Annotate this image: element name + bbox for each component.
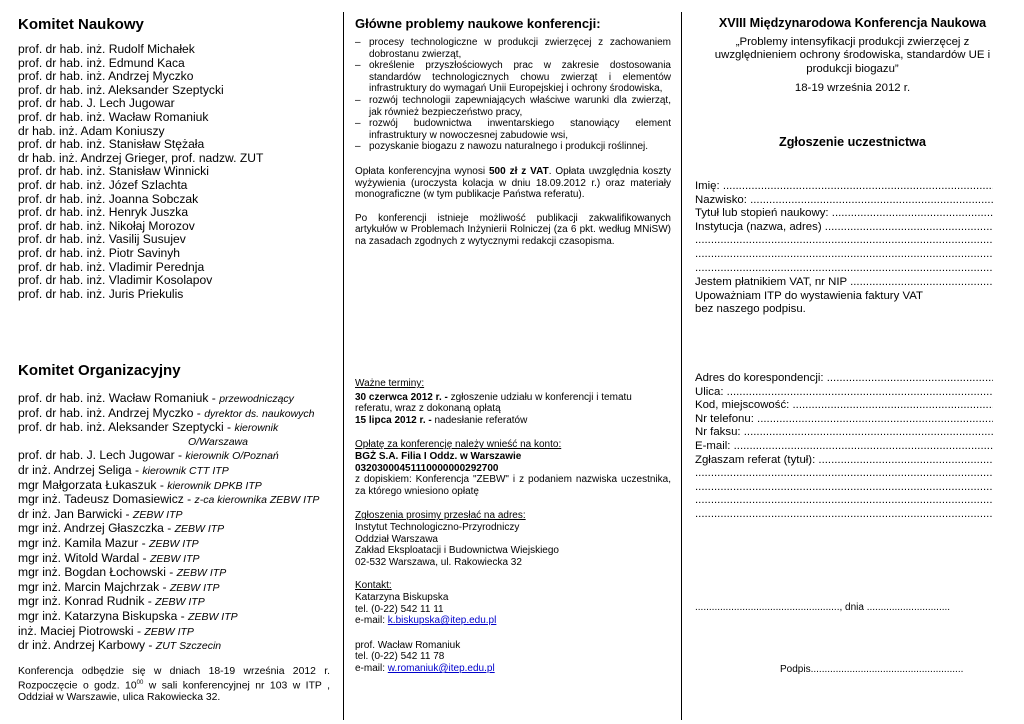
form-field[interactable] bbox=[695, 481, 993, 495]
venue-note-part2: w sali konferencyjnej nr 103 w ITP , Oddział w Warszawie, ulica Rakowiecka 32. bbox=[18, 680, 331, 703]
committee-org-name: dr inż. Andrzej Karbowy - bbox=[18, 638, 156, 653]
committee-org-title: Komitet Organizacyjny bbox=[18, 362, 181, 379]
committee-org-role: ZEBW ITP bbox=[144, 625, 194, 638]
authorize-line-1: Upoważniam ITP do wystawienia faktury VAT bbox=[695, 289, 923, 302]
authorize-line-2: bez naszego podpisu. bbox=[695, 303, 806, 316]
payment-bank: BGŻ S.A. Filia I Oddz. w Warszawie bbox=[355, 450, 522, 462]
committee-sci-member: prof. dr hab. inż. Vladimir Kosolapov bbox=[18, 273, 213, 288]
committee-org-role: ZEBW ITP bbox=[176, 567, 227, 580]
form-field[interactable]: Tytuł lub stopień naukowy: ..... bbox=[695, 207, 993, 221]
committee-org-member bbox=[18, 566, 338, 581]
committee-org-role: kierownik CTT ITP bbox=[142, 464, 229, 477]
contact-1-tel: tel. (0-22) 542 11 11 bbox=[355, 603, 444, 615]
fee-before: Opłata konferencyjna wynosi bbox=[355, 165, 489, 177]
form-field[interactable] bbox=[695, 234, 993, 248]
submission-address-line: Oddział Warszawa bbox=[355, 533, 438, 545]
committee-sci-member: prof. dr hab. inż. Wacław Romaniuk bbox=[18, 109, 209, 124]
committee-org-member bbox=[18, 407, 338, 422]
contact-2-tel: tel. (0-22) 542 11 78 bbox=[355, 651, 445, 663]
committee-org-name: dr inż. Andrzej Seliga - bbox=[18, 462, 143, 477]
committee-org-name: prof. dr hab. inż. Andrzej Myczko - bbox=[18, 405, 205, 420]
form-field[interactable]: Nazwisko: ..... bbox=[695, 194, 993, 208]
payment-title: Opłatę za konferencję należy wnieść na konto: bbox=[355, 439, 562, 451]
committee-org-role: ZEBW ITP bbox=[174, 523, 225, 536]
committee-sci-title: Komitet Naukowy bbox=[18, 16, 144, 33]
form-fields-personal bbox=[695, 180, 993, 275]
committee-sci-member: dr hab. inż. Adam Koniuszy bbox=[18, 123, 165, 138]
committee-org-role: z-ca kierownika ZEBW ITP bbox=[194, 494, 320, 507]
committee-org-member bbox=[18, 421, 338, 436]
conference-subtitle: „Problemy intensyfikacji produkcji zwierzęcej z uwzględnieniem ochrony środowiska, standardów UE i produkcji biogazu” bbox=[714, 36, 991, 75]
place-date-line[interactable]: ...................................................., dnia .............................. bbox=[695, 602, 951, 613]
committee-org-name: mgr inż. Konrad Rudnik - bbox=[18, 594, 156, 609]
committee-org-role: kierownik O/Poznań bbox=[185, 450, 279, 463]
committee-sci-member: prof. dr hab. inż. Piotr Savinyh bbox=[18, 245, 181, 260]
problem-item: – określenie przyszłościowych prac w zakresie dostosowania standardów technologicznych chowu zwierząt i elementów infrastruktury do wymagań Unii Europejskiej i ochrony środowiska, bbox=[355, 60, 671, 95]
form-field[interactable]: E-mail: ..... bbox=[695, 440, 993, 454]
committee-org-role: kierownik bbox=[234, 422, 279, 435]
right-column bbox=[683, 0, 1024, 724]
form-fields-address bbox=[695, 372, 993, 522]
submission-title: Zgłoszenia prosimy przesłać na adres: bbox=[355, 510, 526, 522]
committee-org-member bbox=[18, 436, 338, 450]
form-field[interactable]: Zgłaszam referat (tytuł): ..... bbox=[695, 454, 993, 468]
committee-sci-list bbox=[18, 43, 333, 301]
deadline-1-text: zgłoszenie udziału w konferencji i tematu referatu, wraz z dokonaną opłatą bbox=[355, 391, 632, 415]
committee-sci-member: prof. dr hab. inż. Andrzej Myczko bbox=[18, 69, 194, 84]
form-field[interactable]: Kod, miejscowość: ..... bbox=[695, 399, 993, 413]
contact-2-email-link[interactable]: w.romaniuk@itep.edu.pl bbox=[387, 662, 495, 674]
committee-org-member bbox=[18, 392, 338, 407]
deadlines-title: Ważne terminy: bbox=[355, 378, 425, 389]
committee-org-member bbox=[18, 625, 338, 640]
committee-sci-member: prof. dr hab. inż. Joanna Sobczak bbox=[18, 191, 199, 206]
problems-title: Główne problemy naukowe konferencji: bbox=[355, 16, 601, 31]
form-field[interactable] bbox=[695, 467, 993, 481]
committee-org-name: mgr inż. Bogdan Łochowski - bbox=[18, 565, 177, 580]
committee-org-member bbox=[18, 537, 338, 552]
committee-sci-member: prof. dr hab. inż. Vasilij Susujev bbox=[18, 232, 186, 247]
fee-after: . Opłata uwzględnia koszty wyżywienia (uroczysta kolacja w dniu 18.09.2012 r.) oraz materiały monograficzne (w tym publikacje Państwa referatu). bbox=[355, 165, 672, 201]
committee-org-role: ZEBW ITP bbox=[132, 508, 183, 521]
committee-sci-member: prof. dr hab. inż. Aleksander Szeptycki bbox=[18, 82, 224, 97]
committee-org-role: ZEBW ITP bbox=[149, 552, 200, 565]
payment-account: 03203000451110000000292700 bbox=[355, 462, 499, 474]
vat-row bbox=[695, 276, 993, 317]
signature-line[interactable]: Podpis....................................................... bbox=[780, 664, 964, 675]
form-field[interactable]: Ulica: ..... bbox=[695, 386, 993, 400]
committee-org-name: prof. dr hab. inż. Aleksander Szeptycki - bbox=[18, 420, 235, 435]
contact-2-email-label: e-mail: bbox=[355, 662, 388, 674]
deadline-1-date: 30 czerwca 2012 r. - bbox=[355, 391, 448, 403]
submission-address bbox=[355, 522, 671, 568]
form-field[interactable]: Adres do korespondencji: ..... bbox=[695, 372, 993, 386]
column-divider-2 bbox=[681, 12, 682, 720]
conference-title: XVIII Międzynarodowa Konferencja Naukowa bbox=[718, 16, 987, 30]
committee-sci-member: prof. dr hab. inż. Józef Szlachta bbox=[18, 177, 188, 192]
venue-note-sup: 00 bbox=[136, 679, 144, 686]
deadlines-block bbox=[355, 378, 671, 674]
publication-paragraph: Po konferencji istnieje możliwość publikacji zakwalifikowanych artykułów w Problemach Inżynierii Rolniczej (za 6 pkt. według MNiSW) na zasadach zgodnych z wytycznymi redakcji czasopisma. bbox=[355, 212, 671, 247]
committee-org-member bbox=[18, 581, 338, 596]
committee-org-member bbox=[18, 464, 338, 479]
committee-org-member bbox=[18, 479, 338, 494]
committee-org-member bbox=[18, 595, 338, 610]
committee-org-role: ZEBW ITP bbox=[188, 610, 238, 623]
conference-dates: 18-19 września 2012 r. bbox=[794, 82, 911, 95]
committee-org-role: dyrektor ds. naukowych bbox=[204, 407, 315, 420]
committee-sci-member: prof. dr hab. inż. Rudolf Michałek bbox=[18, 42, 195, 56]
committee-org-name: mgr inż. Marcin Majchrzak - bbox=[18, 579, 170, 594]
vat-line[interactable]: Jestem płatnikiem VAT, nr NIP ..... bbox=[695, 276, 993, 290]
form-field[interactable]: Instytucja (nazwa, adres) ..... bbox=[695, 221, 993, 235]
committee-org-role: przewodniczący bbox=[219, 393, 294, 405]
committee-org-role: ZEBW ITP bbox=[155, 596, 205, 609]
committee-org-name: mgr inż. Tadeusz Domasiewicz - bbox=[18, 492, 195, 507]
payment-note: z dopiskiem: Konferencja "ZEBW" i z podaniem nazwiska uczestnika, za którego wniesiono opłatę bbox=[355, 474, 671, 497]
form-field[interactable] bbox=[695, 508, 993, 522]
committee-org-role: kierownik DPKB ITP bbox=[167, 479, 262, 492]
problem-item: – rozwój technologii zapewniających właściwe warunki dla zwierząt, jak również bezpieczeństwo pracy, bbox=[355, 95, 671, 118]
committee-sci-member: prof. dr hab. inż. Juris Priekulis bbox=[18, 286, 184, 301]
deadline-2-date: 15 lipca 2012 r. - bbox=[355, 414, 432, 426]
form-field[interactable] bbox=[695, 248, 993, 262]
contact-2-name: prof. Wacław Romaniuk bbox=[355, 639, 461, 651]
committee-org-name: inż. Maciej Piotrowski - bbox=[18, 623, 145, 638]
form-title: Zgłoszenie uczestnictwa bbox=[779, 135, 926, 149]
committee-org-member bbox=[18, 493, 338, 508]
left-column bbox=[0, 0, 343, 724]
committee-org-name: mgr inż. Katarzyna Biskupska - bbox=[18, 608, 189, 623]
column-divider-1 bbox=[343, 12, 344, 720]
problem-item: – pozyskanie biogazu z nawozu naturalnego i produkcji roślinnej. bbox=[355, 141, 671, 153]
contact-2-email-row bbox=[355, 663, 671, 675]
submission-address-line: Instytut Technologiczno-Przyrodniczy bbox=[355, 521, 520, 533]
committee-org-role: O/Warszawa bbox=[188, 435, 248, 448]
committee-org-role: ZUT Szczecin bbox=[155, 640, 222, 653]
committee-sci-member: prof. dr hab. inż. Vladimir Perednja bbox=[18, 259, 205, 274]
middle-column bbox=[345, 0, 681, 724]
contact-1-email-link[interactable]: k.biskupska@itep.edu.pl bbox=[387, 615, 497, 627]
form-field[interactable] bbox=[695, 494, 993, 508]
committee-sci-member: prof. dr hab. inż. Nikołaj Morozov bbox=[18, 218, 195, 233]
committee-org-member bbox=[18, 610, 338, 625]
problem-item: – rozwój budownictwa inwentarskiego stanowiący element infrastruktury w nowoczesnej zabudowie wsi, bbox=[355, 118, 671, 141]
committee-sci-member: prof. dr hab. J. Lech Jugowar bbox=[18, 96, 175, 111]
committee-org-list bbox=[18, 392, 338, 654]
venue-note-part1: Konferencja odbędzie się w dniach 18-19 września 2012 r. Rozpoczęcie o godz. 10 bbox=[18, 666, 330, 692]
committee-org-name: prof. dr hab. inż. Wacław Romaniuk - bbox=[18, 391, 220, 405]
committee-org-role: ZEBW ITP bbox=[149, 537, 199, 550]
contact-1-name: Katarzyna Biskupska bbox=[355, 591, 449, 603]
fee-paragraph bbox=[355, 166, 671, 201]
problems-list bbox=[355, 37, 671, 153]
committee-org-member bbox=[18, 508, 338, 523]
contact-1-email-label: e-mail: bbox=[355, 615, 388, 627]
committee-org-member bbox=[18, 639, 338, 654]
committee-sci-member: prof. dr hab. inż. Edmund Kaca bbox=[18, 55, 185, 70]
submission-address-line: Zakład Eksploatacji i Budownictwa Wiejskiego bbox=[355, 545, 559, 557]
problem-item: – procesy technologiczne w produkcji zwierzęcej z zachowaniem dobrostanu zwierząt, bbox=[355, 37, 671, 60]
form-field[interactable]: Imię: ..... bbox=[695, 180, 993, 194]
form-field[interactable]: Nr faksu: ..... bbox=[695, 426, 993, 440]
committee-org-name: mgr inż. Andrzej Głaszczka - bbox=[18, 521, 175, 536]
submission-address-line: 02-532 Warszawa, ul. Rakowiecka 32 bbox=[355, 556, 522, 568]
committee-org-member bbox=[18, 522, 338, 537]
committee-org-name: prof. dr hab. J. Lech Jugowar - bbox=[18, 448, 186, 463]
committee-org-name: mgr Małgorzata Łukaszuk - bbox=[18, 477, 168, 492]
committee-sci-member: prof. dr hab. inż. Stanisław Stężała bbox=[18, 137, 205, 152]
committee-org-name: mgr inż. Witold Wardal - bbox=[18, 550, 150, 565]
committee-org-member bbox=[18, 552, 338, 567]
committee-sci-member: prof. dr hab. inż. Stanisław Winnicki bbox=[18, 164, 209, 179]
deadline-2 bbox=[355, 415, 671, 427]
form-field[interactable] bbox=[695, 262, 993, 276]
deadline-2-text: nadesłanie referatów bbox=[431, 414, 528, 426]
form-field[interactable]: Nr telefonu: ..... bbox=[695, 413, 993, 427]
deadline-1 bbox=[355, 392, 671, 415]
venue-note bbox=[18, 666, 330, 703]
committee-org-name: dr inż. Jan Barwicki - bbox=[18, 506, 133, 521]
committee-org-role: ZEBW ITP bbox=[169, 581, 220, 594]
contact-title: Kontakt: bbox=[355, 580, 392, 592]
committee-sci-member: dr hab. inż. Andrzej Grieger, prof. nadzw. ZUT bbox=[18, 150, 264, 165]
committee-sci-member: prof. dr hab. inż. Henryk Juszka bbox=[18, 205, 189, 220]
contact-1-email-row bbox=[355, 615, 671, 627]
committee-org-name: mgr inż. Kamila Mazur - bbox=[18, 535, 150, 550]
committee-org-member bbox=[18, 449, 338, 464]
fee-amount: 500 zł z VAT bbox=[489, 165, 549, 177]
